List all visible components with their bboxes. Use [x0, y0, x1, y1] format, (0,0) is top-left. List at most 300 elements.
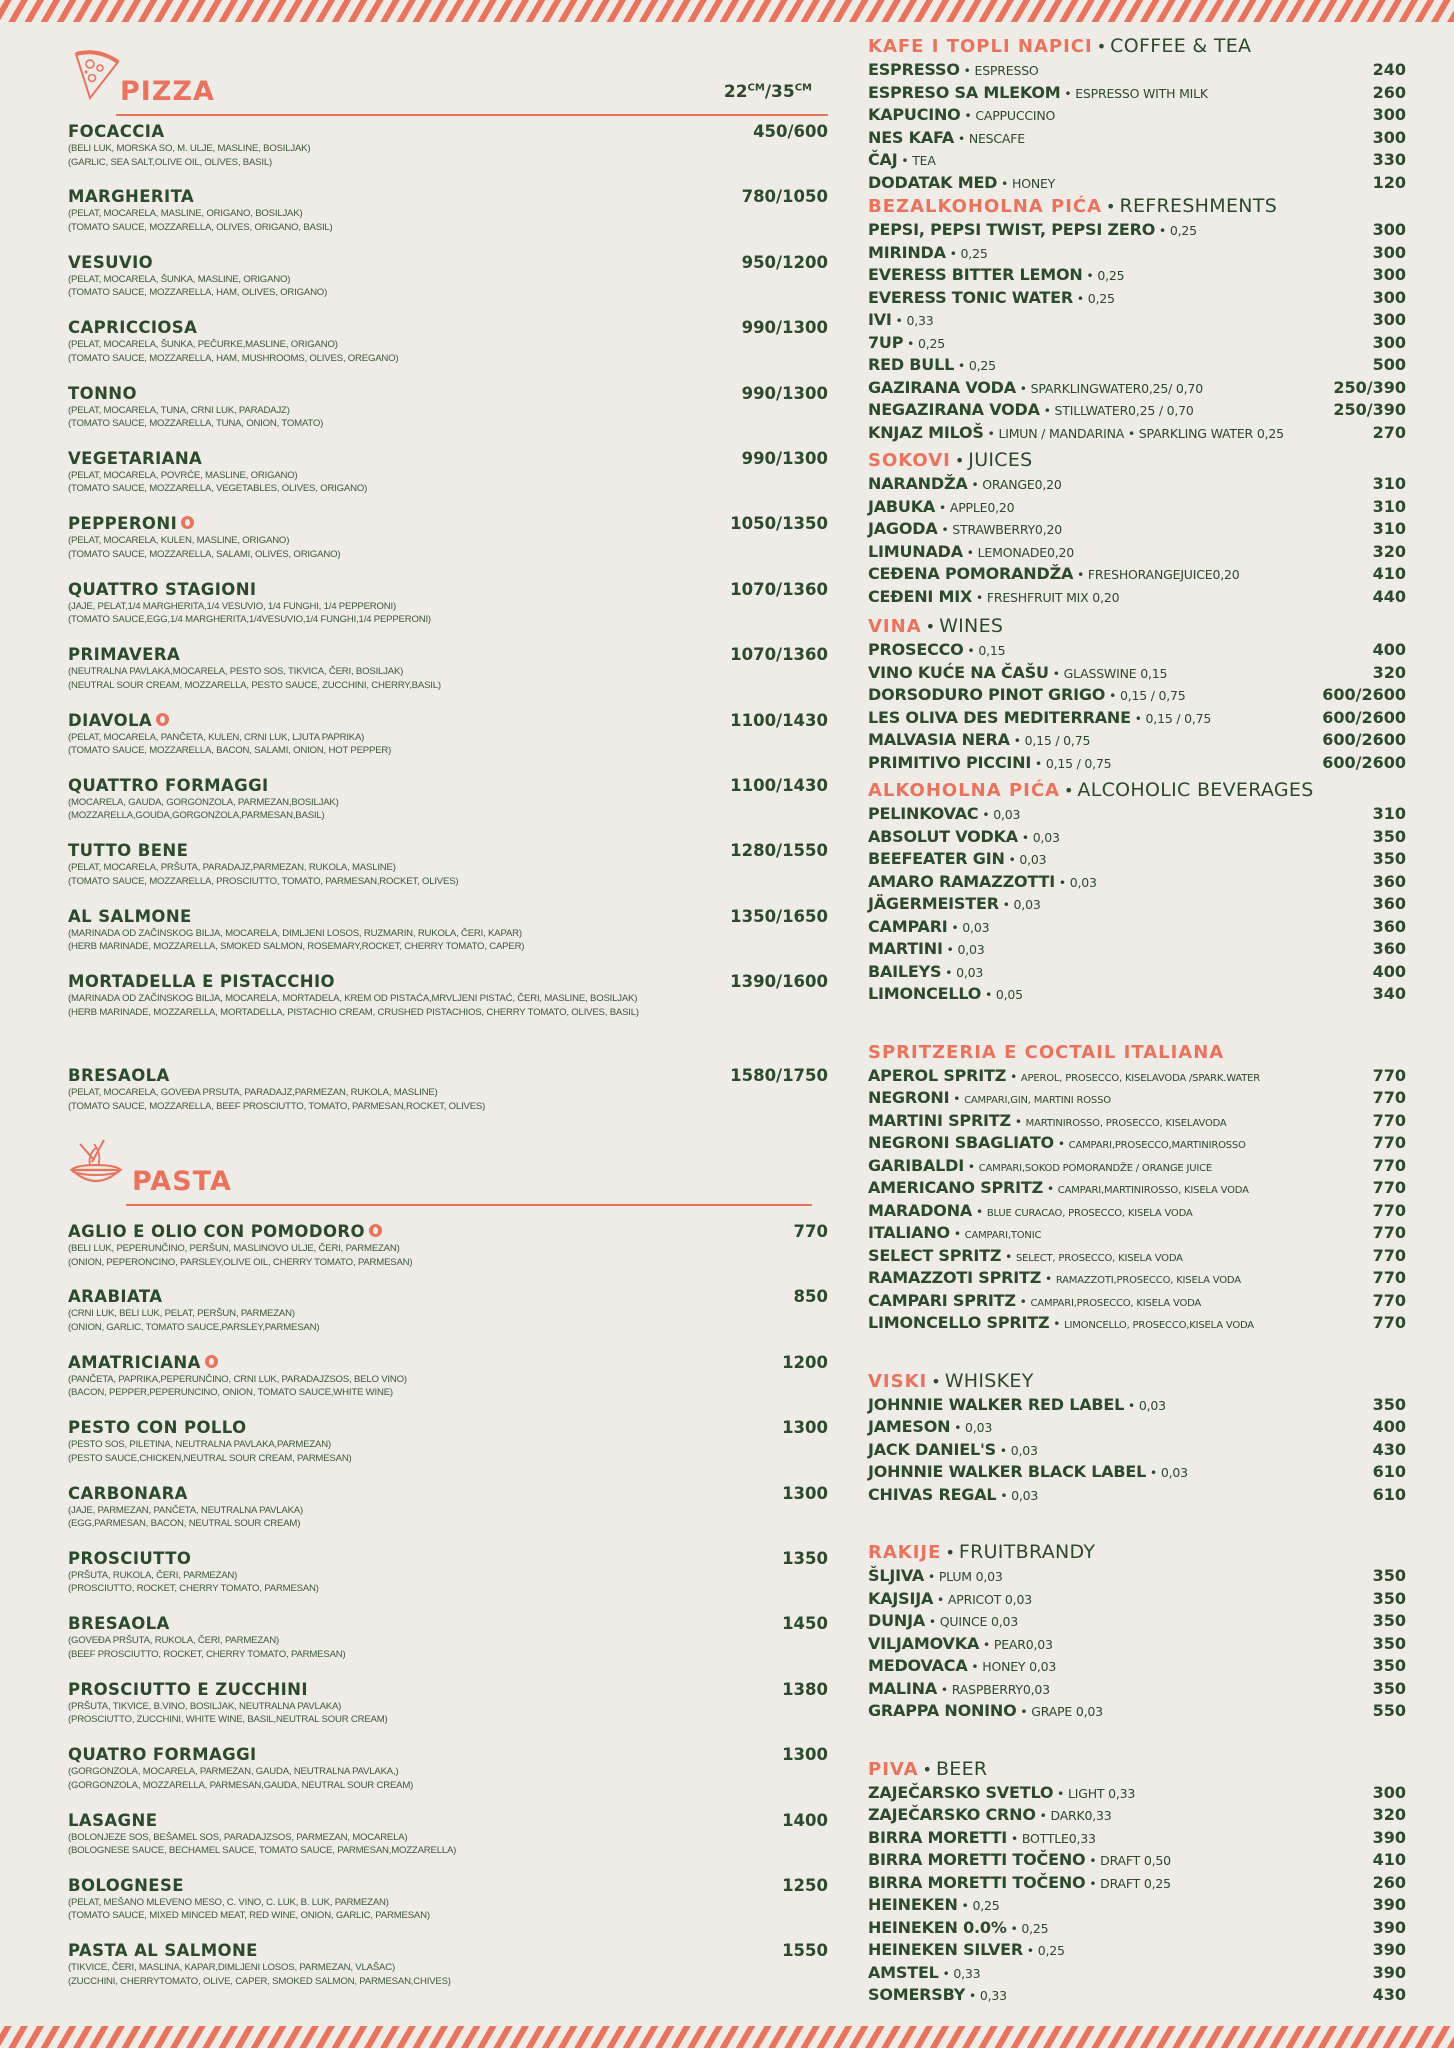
drink-desc: 0,03 [993, 807, 1021, 822]
pizza-item-desc-local: (MARINADA OD ZAČINSKOG BILJA, MOCARELA, MORTADELA, KREM OD PISTAĆA,MRVLJENI PISTAĆ, ČERI, MASLINE, BOSILJAK) [68, 993, 638, 1005]
pasta-item [68, 1941, 828, 2006]
drink-price: 610 [1372, 1484, 1406, 1504]
drink-name: BIRRA MORETTI TOČENO [868, 1850, 1086, 1869]
pasta-item-desc-english: (BOLOGNESE SAUCE, BECHAMEL SAUCE, TOMATO SAUCE, PARMESAN,MOZZARELLA) [68, 1845, 457, 1857]
drink-price: 770 [1372, 1088, 1406, 1107]
pasta-item-name-text: AMATRICIANA [68, 1352, 201, 1372]
drink-row [868, 1177, 1406, 1200]
pasta-item-name [68, 1876, 828, 1896]
drinks-section [868, 1369, 1406, 1507]
pizza-slice-icon [68, 46, 124, 102]
bullet-separator: • [964, 1158, 979, 1174]
drink-price: 310 [1372, 804, 1406, 823]
drink-desc: SELECT, PROSECCO, KISELA VODA [1015, 1252, 1183, 1264]
top-stripe-border [0, 0, 1454, 22]
drink-row [868, 1416, 1406, 1439]
drink-desc: 0,25 [968, 358, 996, 373]
pizza-item-desc-local: (MOCARELA, GAUDA, GORGONZOLA, PARMEZAN,BOSILJAK) [68, 796, 339, 808]
drink-price: 610 [1372, 1462, 1406, 1481]
drink-price: 360 [1372, 916, 1406, 936]
pasta-item-desc-local: (PESTO SOS, PILETINA, NEUTRALNA PAVLAKA,PARMEZAN) [68, 1439, 331, 1451]
drinks-section-title: ALKOHOLNA PIĆA [868, 780, 1060, 801]
pizza-item-name-text: BRESAOLA [68, 1066, 170, 1086]
drink-row [868, 422, 1406, 445]
drink-price: 400 [1372, 640, 1406, 659]
pizza-item-name [68, 318, 828, 338]
bullet-separator: • [1085, 1853, 1101, 1868]
drink-name: MEDOVACA [868, 1656, 968, 1675]
drink-price: 400 [1372, 1417, 1406, 1436]
drink-price: 250/390 [1333, 377, 1406, 397]
pasta-item-price: 1250 [782, 1875, 828, 1895]
drink-name: ESPRESSO [868, 60, 960, 79]
pasta-item-desc-local: (PELAT, MEŠANO MLEVENO MESO, C. VINO, C. LUK, B. LUK, PARMEZAN) [68, 1896, 389, 1908]
drink-row [868, 104, 1406, 127]
pasta-list [68, 1222, 828, 2007]
drink-price: 350 [1372, 1678, 1406, 1698]
drink-row [868, 82, 1406, 105]
pizza-item-desc-english: (HERB MARINADE, MOZZARELLA, SMOKED SALMON, ROSEMARY,ROCKET, CHERRY TOMATO, CAPER) [68, 941, 525, 953]
drink-row [868, 1312, 1406, 1335]
drink-row [868, 496, 1406, 519]
pizza-item-desc-english: (TOMATO SAUCE, MOZZARELLA, TUNA, ONION, TOMATO) [68, 418, 324, 430]
drink-name: VINO KUĆE NA ČAŠU [868, 662, 1049, 682]
pizza-item-name [68, 645, 828, 665]
drink-price: 350 [1372, 1611, 1406, 1630]
pasta-item [68, 1287, 828, 1352]
drink-desc: 0,33 [906, 313, 934, 328]
drink-desc: CAPPUCCINO [975, 108, 1056, 123]
drink-name: AMARO RAMAZZOTTI [868, 871, 1055, 891]
drinks-section-header [868, 1757, 1406, 1782]
pizza-item-price: 1280/1550 [730, 841, 828, 861]
drink-price: 310 [1372, 519, 1406, 538]
pasta-title: PASTA [132, 1166, 232, 1197]
drink-price: 600/2600 [1322, 685, 1406, 704]
pizza-item [68, 1066, 828, 1131]
drink-desc: 0,03 [1160, 1465, 1188, 1480]
drink-desc: GRAPE 0,03 [1031, 1704, 1103, 1719]
bullet-separator: • [1004, 852, 1020, 867]
bullet-separator: • [1006, 1068, 1021, 1084]
drink-name: LIMONCELLO [868, 984, 982, 1003]
drink-desc: 0,03 [956, 964, 984, 980]
pizza-item-desc-english: (NEUTRAL SOUR CREAM, MOZZARELLA, PESTO SAUCE, ZUCCHINI, CHERRY,BASIL) [68, 679, 441, 691]
pizza-item-name [68, 253, 828, 273]
drink-desc: DRAFT 0,50 [1100, 1853, 1171, 1868]
pasta-item-price: 1300 [782, 1745, 828, 1765]
drink-row [868, 803, 1406, 826]
pasta-item [68, 1876, 828, 1941]
pasta-item-desc-english: (PESTO SAUCE,CHICKEN,NEUTRAL SOUR CREAM, PARMESAN) [68, 1452, 352, 1464]
drink-name: LIMUNADA [868, 541, 963, 561]
drink-name: NES KAFA [868, 127, 955, 147]
drink-desc: 0,03 [1138, 1397, 1166, 1413]
drink-price: 300 [1372, 1782, 1406, 1802]
bullet-separator: • [949, 1226, 965, 1241]
pizza-item-name [68, 841, 828, 861]
drink-desc: 0,25 [1087, 290, 1115, 306]
drink-name: JAGODA [868, 519, 938, 538]
drink-price: 430 [1372, 1439, 1406, 1459]
bullet-separator: • [962, 544, 978, 560]
bullet-separator: • [1031, 755, 1046, 771]
drink-desc: 0,03 [1019, 852, 1047, 867]
bullet-separator: • [1016, 1704, 1032, 1719]
pizza-item-name-text: TUTTO BENE [68, 841, 189, 861]
drink-row [868, 354, 1406, 377]
pizza-item-name [68, 580, 828, 600]
pasta-item-name-text: PESTO CON POLLO [68, 1418, 247, 1438]
drink-desc: 0,03 [1011, 1487, 1039, 1503]
drink-name: ZAJEČARSKO SVETLO [868, 1782, 1054, 1802]
drink-row [868, 1700, 1406, 1723]
drink-name: EVERESS TONIC WATER [868, 287, 1073, 307]
pasta-item [68, 1549, 828, 1614]
pasta-item-desc-english: (PROSCIUTTO, ROCKET, CHERRY TOMATO, PARMESAN) [68, 1583, 319, 1595]
drinks-section [868, 194, 1406, 444]
pasta-item-name-text: PASTA AL SALMONE [68, 1941, 258, 1961]
drink-row [868, 1849, 1406, 1872]
pizza-item-price: 950/1200 [741, 252, 828, 272]
drinks-section-header [868, 448, 1406, 473]
drink-row [868, 287, 1406, 310]
drink-desc: RASPBERRY0,03 [951, 1681, 1050, 1697]
drink-row [868, 332, 1406, 355]
drink-name: 7UP [868, 332, 904, 352]
pasta-item-price: 1400 [782, 1810, 828, 1830]
drink-row [868, 871, 1406, 894]
drink-row [868, 983, 1406, 1006]
pasta-item-desc-english: (BEEF PROSCIUTTO, ROCKET, CHERRY TOMATO, PARMESAN) [68, 1648, 346, 1660]
drink-desc: 0,15 / 0,75 [1045, 755, 1112, 771]
drink-name: JABUKA [868, 496, 936, 516]
drink-name: ESPRESO SA MLEKOM [868, 82, 1061, 102]
pizza-item [68, 580, 828, 645]
drinks-section [868, 614, 1406, 774]
bullet-separator: • [1105, 688, 1120, 703]
bullet-separator: • [1048, 665, 1064, 681]
pasta-item-name [68, 1418, 828, 1438]
drink-name: JOHNNIE WALKER BLACK LABEL [868, 1462, 1147, 1481]
bullet-separator: • [924, 1569, 939, 1584]
drinks-section-subtitle: JUICES [968, 449, 1033, 471]
drink-name: HEINEKEN SILVER [868, 1940, 1023, 1959]
bullet-separator: • [954, 358, 969, 373]
drink-desc: APPLE0,20 [949, 499, 1015, 515]
drink-price: 300 [1372, 310, 1406, 329]
drink-name: RAMAZZOTI SPRITZ [868, 1268, 1042, 1287]
drink-desc: RAMAZZOTI,PROSECCO, KISELA VODA [1055, 1275, 1241, 1286]
drink-price: 300 [1372, 265, 1406, 284]
drink-row [868, 219, 1406, 242]
pasta-item-desc-local: (PRŠUTA, TIKVICE, B.VINO, BOSILJAK, NEUTRALNA PAVLAKA) [68, 1700, 342, 1712]
pizza-item-name-text: PRIMAVERA [68, 645, 181, 665]
bullet-separator: • [996, 1487, 1012, 1503]
pizza-item-name-text: QUATTRO STAGIONI [68, 579, 257, 599]
pizza-item-price: 990/1300 [741, 318, 828, 338]
drink-desc: APRICOT 0,03 [947, 1591, 1032, 1607]
drink-name: BEEFEATER GIN [868, 849, 1005, 868]
bullet-separator: • [1130, 710, 1146, 726]
drink-name: GARIBALDI [868, 1155, 964, 1175]
drink-row [868, 1222, 1406, 1245]
drink-price: 390 [1372, 1962, 1406, 1982]
bullet-separator: • [1009, 733, 1025, 748]
spicy-icon [181, 516, 194, 529]
drink-price: 600/2600 [1322, 730, 1406, 749]
drink-desc: HONEY 0,03 [982, 1659, 1057, 1674]
pasta-item-desc-local: (BOLONJEZE SOS, BEŠAMEL SOS, PARADAJZSOS, PARMEZAN, MOCARELA) [68, 1831, 408, 1843]
bullet-separator: • [1035, 1808, 1051, 1823]
drink-price: 300 [1372, 287, 1406, 307]
pasta-item [68, 1353, 828, 1418]
drink-name: LIMONCELLO SPRITZ [868, 1313, 1050, 1332]
bullet-separator: • [945, 1543, 955, 1562]
bullet-separator: • [922, 1759, 932, 1779]
drink-name: HEINEKEN 0.0% [868, 1917, 1007, 1937]
pasta-item-name [68, 1287, 828, 1307]
drink-name: GAZIRANA VODA [868, 377, 1016, 397]
drinks-section-subtitle: COFFEE & TEA [1110, 35, 1252, 57]
drink-desc: GLASSWINE 0,15 [1063, 665, 1168, 681]
drink-desc: CAMPARI,MARTINIROSSO, KISELA VODA [1057, 1185, 1249, 1196]
drink-price: 350 [1372, 1394, 1406, 1414]
bullet-separator: • [998, 897, 1014, 912]
pasta-item [68, 1418, 828, 1483]
pizza-item-name-text: QUATTRO FORMAGGI [68, 775, 269, 795]
drinks-section-header [868, 614, 1406, 639]
drink-row [868, 1917, 1406, 1940]
pasta-item-name [68, 1222, 828, 1242]
bullet-separator: • [959, 63, 975, 78]
drink-row [868, 1290, 1406, 1313]
pasta-item-price: 1350 [782, 1548, 828, 1568]
pasta-item-desc-local: (GOVEĐA PRŠUTA, RUKOLA, ČERI, PARMEZAN) [68, 1635, 279, 1647]
pizza-item [68, 711, 828, 776]
pizza-item-price: 1580/1750 [730, 1066, 828, 1086]
drinks-section [868, 1540, 1406, 1723]
drink-name: SOMERSBY [868, 1985, 966, 2004]
pasta-item-name [68, 1484, 828, 1504]
pizza-item-name-text: TONNO [68, 383, 137, 403]
drink-name: DUNJA [868, 1611, 926, 1630]
drink-name: PEPSI, PEPSI TWIST, PEPSI ZERO [868, 220, 1156, 239]
pizza-item-desc-local: (PELAT, MOCARELA, POVRĆE, MASLINE, ORIGANO) [68, 469, 298, 481]
drink-desc: 0,25 [1037, 1943, 1065, 1958]
pasta-item-desc-local: (CRNI LUK, BELI LUK, PELAT, PERŠUN, PARMEZAN) [68, 1308, 295, 1320]
drink-desc: DARK0,33 [1050, 1808, 1112, 1823]
pasta-item-desc-english: (EGG,PARMESAN, BACON, NEUTRAL SOUR CREAM) [68, 1518, 301, 1530]
drink-price: 320 [1372, 1805, 1406, 1824]
drink-price: 430 [1372, 1985, 1406, 2004]
bullet-separator: • [931, 1371, 941, 1391]
pizza-item-desc-local: (PELAT, MOCARELA, TUNA, CRNI LUK, PARADAJZ) [68, 404, 290, 416]
bullet-separator: • [945, 245, 961, 261]
pizza-item [68, 776, 828, 841]
drink-row [868, 961, 1406, 984]
drink-desc: 0,03 [962, 919, 990, 935]
drink-desc: FRESHFRUIT MIX 0,20 [986, 589, 1120, 605]
bullet-separator: • [950, 1420, 966, 1435]
bullet-separator: • [960, 108, 976, 123]
drink-desc: 0,25 [960, 245, 988, 261]
pizza-item-name-text: MARGHERITA [68, 187, 195, 207]
drink-name: PELINKOVAC [868, 804, 979, 823]
pizza-header [68, 42, 828, 118]
pasta-item-price: 1550 [782, 1941, 828, 1961]
pasta-section [68, 1132, 828, 2007]
drink-name: PRIMITIVO PICCINI [868, 752, 1032, 772]
drink-name: JOHNNIE WALKER RED LABEL [868, 1394, 1125, 1414]
pizza-title: PIZZA [120, 76, 215, 107]
drink-row [868, 377, 1406, 400]
pizza-item-name-text: MORTADELLA E PISTACCHIO [68, 972, 335, 992]
drink-desc: CAMPARI,PROSECCO,MARTINIROSSO [1068, 1140, 1246, 1151]
bullet-separator: • [891, 313, 907, 328]
bullet-separator: • [949, 1091, 965, 1106]
drink-row [868, 1610, 1406, 1633]
pizza-item-name [68, 384, 828, 404]
bullet-separator: • [1082, 268, 1098, 283]
bullet-separator: • [1146, 1465, 1161, 1480]
pizza-item-desc-english: (TOMATO SAUCE, MOZZARELLA, HAM, OLIVES, ORIGANO) [68, 287, 328, 299]
drink-row [868, 1984, 1406, 2007]
drink-desc: 0,03 [957, 942, 985, 957]
drink-name: DORSODURO PINOT GRIGO [868, 685, 1106, 704]
bullet-separator: • [1049, 1316, 1065, 1331]
bullet-separator: • [1039, 403, 1055, 418]
pizza-item-desc-local: (MARINADA OD ZAČINSKOG BILJA, MOCARELA, DIMLJENI LOSOS, RUZMARIN, RUKOLA, ČERI, KAPAR) [68, 927, 522, 939]
pasta-item-price: 1380 [782, 1679, 828, 1699]
drink-name: MALVASIA NERA [868, 730, 1010, 749]
pizza-item [68, 514, 828, 579]
drink-name: EVERESS BITTER LEMON [868, 265, 1083, 284]
drinks-section-title: SOKOVI [868, 450, 951, 471]
drinks-section-subtitle: FRUITBRANDY [958, 1541, 1096, 1563]
drink-row [868, 893, 1406, 916]
bullet-separator: • [981, 987, 996, 1002]
pizza-item-desc-local: (PELAT, MOCARELA, MASLINE, ORIGANO, BOSILJAK) [68, 208, 303, 220]
bullet-separator: • [925, 617, 936, 636]
drink-desc: CAMPARI,PROSECCO, KISELA VODA [1030, 1297, 1202, 1309]
pizza-sizes-text: $22^{CM}/35^{CM}$ [723, 82, 812, 102]
drink-row [868, 684, 1406, 707]
pasta-item-name-text: QUATRO FORMAGGI [68, 1745, 257, 1765]
drinks-section-title: PIVA [868, 1758, 919, 1780]
drink-row [868, 707, 1406, 730]
drink-name: CEĐENA POMORANDŽA [868, 564, 1074, 583]
drink-desc: 0,03 [965, 1420, 993, 1435]
bullet-separator: • [1043, 1181, 1058, 1196]
drink-row [868, 586, 1406, 609]
drinks-section-title: KAFE I TOPLI NAPICI [868, 36, 1093, 57]
drink-desc: 0,03 [1010, 1442, 1038, 1458]
drink-price: 350 [1372, 849, 1406, 868]
bullet-separator: • [972, 1203, 987, 1219]
pizza-item-desc-local: (BELI LUK, MORSKA SO, M. ULJE, MASLINE, BOSILJAK) [68, 143, 311, 154]
drink-price: 250/390 [1333, 400, 1406, 419]
drink-price: 350 [1372, 826, 1406, 846]
bullet-separator: • [979, 1636, 994, 1652]
drink-price: 340 [1372, 984, 1406, 1003]
bullet-separator: • [1006, 1920, 1022, 1936]
bullet-separator: • [1053, 1785, 1068, 1801]
drink-name: ZAJEČARSKO CRNO [868, 1805, 1036, 1824]
pasta-item-desc-local: (JAJE, PARMEZAN, PANČETA, NEUTRALNA PAVLAKA) [68, 1504, 303, 1516]
drink-name: ITALIANO [868, 1223, 950, 1242]
spicy-icon [205, 1355, 218, 1368]
pasta-item-desc-local: (PANČETA, PAPRIKA,PEPERUNČINO, CRNI LUK, PARADAJZSOS, BELO VINO) [68, 1373, 407, 1385]
drink-row [868, 1200, 1406, 1223]
drink-name: VILJAMOVKA [868, 1633, 980, 1653]
drink-name: CAMPARI [868, 916, 948, 936]
pasta-item-name [68, 1549, 828, 1569]
drink-price: 310 [1372, 496, 1406, 516]
drink-price: 770 [1372, 1133, 1406, 1152]
drink-price: 300 [1372, 332, 1406, 352]
pizza-item-price: 450/600 [753, 122, 828, 141]
drink-row [868, 1588, 1406, 1611]
pizza-item-name [68, 1066, 828, 1086]
drink-name: CEĐENI MIX [868, 586, 973, 606]
drink-desc: LIGHT 0,33 [1068, 1785, 1136, 1801]
pizza-item-desc-english: (GARLIC, SEA SALT,OLIVE OIL, OLIVES, BASIL) [68, 156, 272, 168]
drink-row [868, 916, 1406, 939]
drink-name: MARTINI [868, 939, 943, 958]
drink-price: 390 [1372, 1895, 1406, 1914]
drink-desc: FRESHORANGEJUICE0,20 [1087, 567, 1240, 582]
drink-desc: 0,33 [979, 1988, 1007, 2003]
drink-name: IVI [868, 310, 892, 329]
drink-price: 320 [1372, 662, 1406, 682]
pizza-item-desc-english: (TOMATO SAUCE,EGG,1/4 MARGHERITA,1/4VESUVIO,1/4 FUNGHI,1/4 PEPPERONI) [68, 614, 431, 626]
bullet-separator: • [941, 964, 957, 980]
pasta-item-desc-local: (PRŠUTA, RUKOLA, ČERI, PARMEZAN) [68, 1569, 238, 1581]
drink-row [868, 1939, 1406, 1962]
drink-name: JÄGERMEISTER [868, 894, 999, 913]
drink-name: BAILEYS [868, 961, 942, 981]
drink-price: 120 [1372, 172, 1406, 192]
bullet-separator: • [963, 643, 979, 658]
pasta-item-desc-local: (TIKVICE, ČERI, MASLINA, KAPAR,DIMLJENI LOSOS, PARMEZAN, VLAŠAC) [68, 1962, 395, 1974]
drink-price: 770 [1372, 1178, 1406, 1197]
pasta-bowl-icon [68, 1136, 124, 1192]
drink-price: 350 [1372, 1633, 1406, 1653]
bullet-separator: • [972, 589, 987, 605]
drink-price: 400 [1372, 961, 1406, 981]
drink-price: 300 [1372, 220, 1406, 239]
drink-row [868, 473, 1406, 496]
drink-row [868, 563, 1406, 586]
bullet-separator: • [1155, 223, 1170, 238]
drink-row [868, 541, 1406, 564]
drink-name: DODATAK MED [868, 172, 998, 192]
drink-desc: 0,15 / 0,75 [1145, 710, 1212, 726]
drink-row [868, 309, 1406, 332]
drink-desc: NESCAFE [968, 130, 1025, 146]
drink-row [868, 264, 1406, 287]
drink-name: BIRRA MORETTI [868, 1827, 1008, 1847]
drink-desc: 0,03 [1013, 897, 1041, 912]
drink-desc: STRAWBERRY0,20 [952, 522, 1062, 537]
pasta-item-desc-english: (ONION, PEPERONCINO, PARSLEY,OLIVE OIL, CHERRY TOMATO, PARMESAN) [68, 1256, 413, 1268]
drinks-section [868, 1757, 1406, 2007]
bullet-separator: • [1041, 1271, 1056, 1286]
drink-price: 410 [1372, 564, 1406, 583]
pizza-item [68, 253, 828, 318]
pizza-item-desc-english: (TOMATO SAUCE, MOZZARELLA, HAM, MUSHROOMS, OLIVES, OREGANO) [68, 352, 399, 364]
